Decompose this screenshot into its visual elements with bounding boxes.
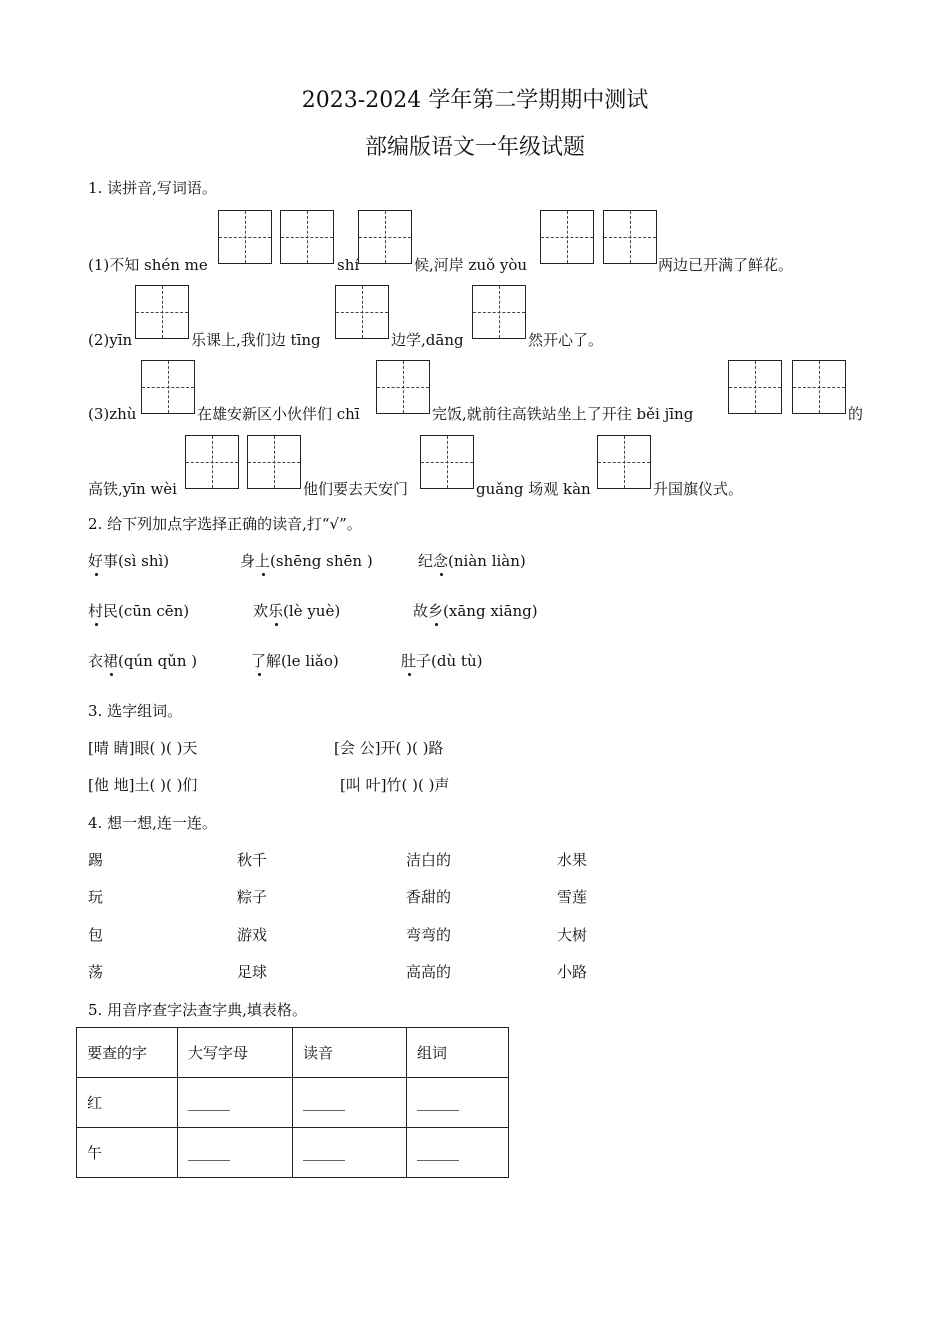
writing-box[interactable] <box>335 285 389 339</box>
pinyin-item: 身上(shēng shēn ) <box>240 552 373 570</box>
match-item[interactable]: 弯弯的 <box>406 926 452 944</box>
dotted-char: 裙 <box>103 652 119 670</box>
pinyin-options[interactable]: (qún qǔn ) <box>118 652 198 670</box>
dotted-char: 上 <box>255 552 271 570</box>
table-header-cell: 大写字母 <box>178 1028 293 1078</box>
dotted-char: 了 <box>251 652 267 670</box>
writing-box[interactable] <box>280 210 334 264</box>
answer-blank[interactable] <box>417 1150 459 1161</box>
match-item[interactable]: 秋千 <box>237 851 268 869</box>
q1-line1-part1: (1)不知 shén me <box>88 256 208 274</box>
word-choice-row[interactable]: [会 公]开( )( )路 <box>334 739 444 757</box>
q1-line4-part3: guǎng 场观 kàn <box>476 480 591 498</box>
writing-box[interactable] <box>792 360 846 414</box>
answer-cell[interactable] <box>293 1128 407 1178</box>
table-header-row <box>77 1028 509 1078</box>
answer-cell[interactable] <box>178 1078 293 1128</box>
dotted-char: 肚 <box>401 652 417 670</box>
q1-line4-part4: 升国旗仪式。 <box>653 480 744 498</box>
dotted-char: 乡 <box>428 602 444 620</box>
q1-heading: 1. 读拼音,写词语。 <box>88 179 217 197</box>
q5-heading: 5. 用音序查字法查字典,填表格。 <box>88 1001 307 1019</box>
writing-box[interactable] <box>358 210 412 264</box>
writing-box[interactable] <box>185 435 239 489</box>
pinyin-item: 好事(sì shì) <box>88 552 170 570</box>
dotted-char: 乐 <box>268 602 284 620</box>
answer-blank[interactable] <box>303 1150 345 1161</box>
q1-line1-part3: 候,河岸 zuǒ yòu <box>414 256 528 274</box>
match-item[interactable]: 粽子 <box>237 888 268 906</box>
table-header-cell: 要查的字 <box>77 1028 178 1078</box>
match-item[interactable]: 踢 <box>88 851 104 869</box>
pinyin-options[interactable]: (sì shì) <box>118 552 170 570</box>
q1-line4-part2: 他们要去天安门 <box>303 480 409 498</box>
q1-line3-part2: 在雄安新区小伙伴们 chī <box>197 405 360 423</box>
table-header-cell: 组词 <box>407 1028 509 1078</box>
writing-box[interactable] <box>728 360 782 414</box>
match-item[interactable]: 小路 <box>557 963 588 981</box>
writing-box[interactable] <box>376 360 430 414</box>
match-item[interactable]: 香甜的 <box>406 888 452 906</box>
table-row <box>77 1128 509 1178</box>
pinyin-options[interactable]: (dù tù) <box>431 652 483 670</box>
pinyin-item: 衣裙(qún qǔn ) <box>88 652 198 670</box>
page-title: 2023-2024 学年第二学期期中测试 <box>301 88 649 113</box>
pinyin-options[interactable]: (xāng xiāng) <box>443 602 538 620</box>
match-item[interactable]: 大树 <box>557 926 588 944</box>
q1-line2-part3: 边学,dāng <box>391 331 464 349</box>
pinyin-options[interactable]: (lè yuè) <box>283 602 341 620</box>
q1-line1-part4: 两边已开满了鲜花。 <box>658 256 794 274</box>
dotted-char: 好 <box>88 552 104 570</box>
dictionary-table <box>76 1027 509 1178</box>
answer-blank[interactable] <box>188 1100 230 1111</box>
pinyin-item: 村民(cūn cēn) <box>88 602 190 620</box>
q1-line3-part4: 的 <box>848 405 864 423</box>
writing-box[interactable] <box>472 285 526 339</box>
writing-box[interactable] <box>603 210 657 264</box>
q1-line2-part2: 乐课上,我们边 tīng <box>191 331 321 349</box>
match-item[interactable]: 高高的 <box>406 963 452 981</box>
q1-line3-part3: 完饭,就前往高铁站坐上了开往 běi jīng <box>432 405 694 423</box>
pinyin-item: 纪念(niàn liàn) <box>418 552 526 570</box>
pinyin-options[interactable]: (niàn liàn) <box>448 552 526 570</box>
writing-box[interactable] <box>420 435 474 489</box>
answer-cell[interactable] <box>178 1128 293 1178</box>
writing-box[interactable] <box>135 285 189 339</box>
writing-box[interactable] <box>247 435 301 489</box>
pinyin-item: 了解(le liǎo) <box>251 652 339 670</box>
q1-line2-part1: (2)yīn <box>88 331 133 349</box>
answer-cell[interactable] <box>293 1078 407 1128</box>
match-item[interactable]: 荡 <box>88 963 104 981</box>
match-item[interactable]: 游戏 <box>237 926 268 944</box>
dotted-char: 村 <box>88 602 104 620</box>
match-item[interactable]: 水果 <box>557 851 588 869</box>
match-item[interactable]: 雪莲 <box>557 888 588 906</box>
writing-box[interactable] <box>141 360 195 414</box>
page-subtitle: 部编版语文一年级试题 <box>364 135 585 160</box>
answer-blank[interactable] <box>188 1150 230 1161</box>
writing-box[interactable] <box>540 210 594 264</box>
word-choice-row[interactable]: [他 地]土( )( )们 <box>88 776 198 794</box>
table-cell-char: 红 <box>77 1078 178 1128</box>
table-cell-char: 午 <box>77 1128 178 1178</box>
word-choice-row[interactable]: [叫 叶]竹( )( )声 <box>340 776 450 794</box>
pinyin-options[interactable]: (le liǎo) <box>281 652 339 670</box>
match-item[interactable]: 玩 <box>88 888 104 906</box>
pinyin-item: 故乡(xāng xiāng) <box>413 602 538 620</box>
q4-heading: 4. 想一想,连一连。 <box>88 814 217 832</box>
match-item[interactable]: 足球 <box>237 963 268 981</box>
q1-line1-part2: shí <box>337 256 360 274</box>
word-choice-row[interactable]: [晴 睛]眼( )( )天 <box>88 739 198 757</box>
pinyin-item: 肚子(dù tù) <box>401 652 483 670</box>
q1-line2-part4: 然开心了。 <box>528 331 604 349</box>
answer-cell[interactable] <box>407 1078 509 1128</box>
pinyin-options[interactable]: (shēng shēn ) <box>270 552 373 570</box>
q1-line4-part1: 高铁,yīn wèi <box>88 480 177 498</box>
writing-box[interactable] <box>218 210 272 264</box>
writing-box[interactable] <box>597 435 651 489</box>
answer-cell[interactable] <box>407 1128 509 1178</box>
answer-blank[interactable] <box>417 1100 459 1111</box>
dotted-char: 念 <box>433 552 449 570</box>
match-item[interactable]: 包 <box>88 926 104 944</box>
q1-line3-part1: (3)zhù <box>88 405 137 423</box>
table-header-cell: 读音 <box>293 1028 407 1078</box>
q2-heading: 2. 给下列加点字选择正确的读音,打“√”。 <box>88 515 362 533</box>
pinyin-options[interactable]: (cūn cēn) <box>118 602 190 620</box>
q3-heading: 3. 选字组词。 <box>88 702 183 720</box>
match-item[interactable]: 洁白的 <box>406 851 452 869</box>
answer-blank[interactable] <box>303 1100 345 1111</box>
pinyin-item: 欢乐(lè yuè) <box>253 602 341 620</box>
table-row <box>77 1078 509 1128</box>
